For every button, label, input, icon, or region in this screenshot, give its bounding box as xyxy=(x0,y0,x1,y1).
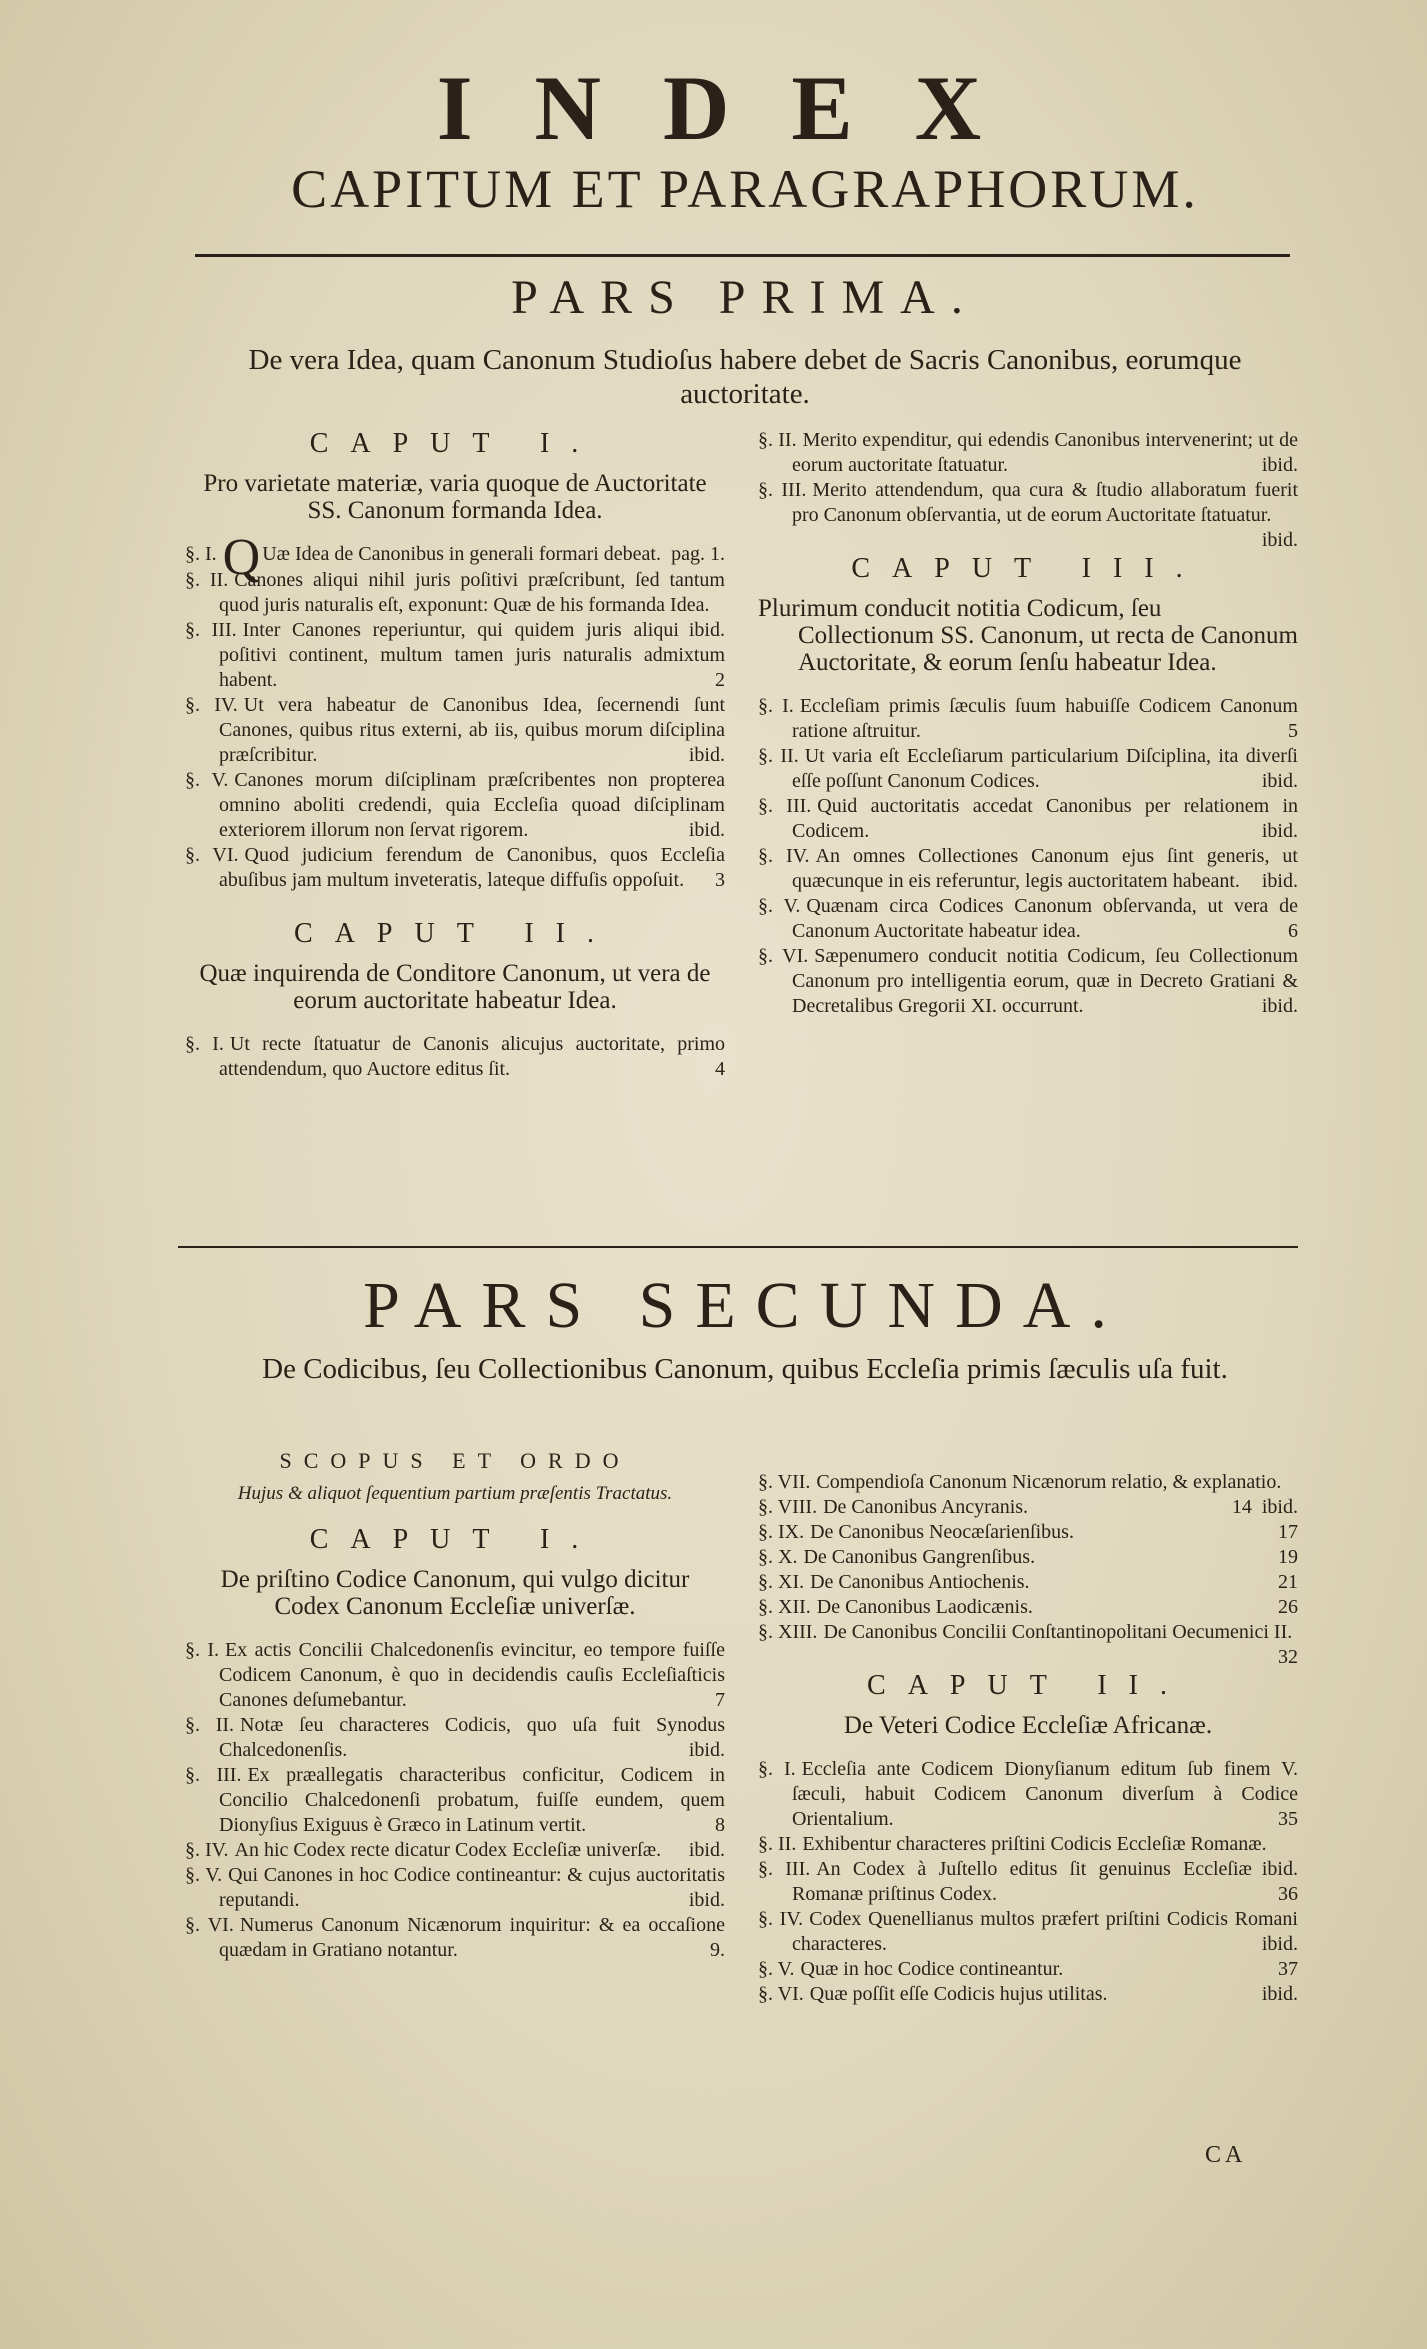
page-reference: ibid. xyxy=(688,819,725,841)
paragraph-number: §. X. xyxy=(758,1546,798,1568)
page-reference: ibid. xyxy=(688,1889,725,1911)
entry-text: Exhibentur characteres priſtini Codicis Eccleſiæ Romanæ. xyxy=(802,1833,1267,1855)
index-entry xyxy=(185,1763,725,1838)
index-entry xyxy=(185,693,725,768)
index-entry xyxy=(758,1595,1298,1620)
index-entry xyxy=(185,618,725,693)
chapter-label: CAPUT I. xyxy=(309,428,601,459)
paragraph-number: §. II. xyxy=(185,1714,235,1736)
chapter-label: CAPUT II. xyxy=(867,1670,1189,1701)
paragraph-number: §. I. xyxy=(185,1639,220,1661)
index-entry xyxy=(758,944,1298,1019)
page-reference: 4 xyxy=(715,1058,725,1080)
paragraph-number: §. V. xyxy=(758,1958,795,1980)
pars-prima-description: De vera Idea, quam Canonum Studioſus habere debet de Sacris Canonibus, eorumque auctoritate. xyxy=(248,344,1242,410)
index-entry xyxy=(185,1638,725,1713)
entry-text: Eccleſia ante Codicem Dionyſianum editum ſub finem V. ſæculi, habuit Codicem Canonum diverſum à Codice Orientalium. xyxy=(792,1758,1298,1830)
paragraph-number: §. XIII. xyxy=(758,1621,818,1643)
index-title: INDEX xyxy=(436,57,1044,159)
index-entry xyxy=(185,1838,725,1863)
chapter-label: CAPUT I. xyxy=(309,1524,601,1555)
pars-prima-right-column xyxy=(758,428,1298,1019)
page-reference: ibid. xyxy=(1261,1983,1298,2005)
page-reference: pag. 1. xyxy=(671,543,725,565)
index-entry xyxy=(185,768,725,843)
paragraph-number: §. III. xyxy=(758,1858,811,1880)
paragraph-number: §. III. xyxy=(758,479,807,501)
scopus-note: Hujus & aliquot ſequentium partium præſentis Tractatus. xyxy=(237,1483,673,1504)
page-reference: ibid. xyxy=(1261,770,1298,792)
pars-secunda-description: De Codicibus, ſeu Collectionibus Canonum, quibus Eccleſia primis ſæculis uſa fuit. xyxy=(262,1353,1228,1385)
page-reference: ibid. xyxy=(1261,529,1298,551)
index-entry xyxy=(185,843,725,893)
paragraph-number: §. III. xyxy=(185,1764,242,1786)
entry-text: De Canonibus Laodicænis. xyxy=(816,1596,1033,1618)
entry-text: An hic Codex recte dicatur Codex Eccleſiæ univerſæ. xyxy=(234,1839,662,1861)
pars-secunda-title: PARS SECUNDA. xyxy=(363,1269,1127,1342)
entry-text: Canones aliqui nihil juris poſitivi præſcribunt, ſed tantum quod juris naturalis eſt, exponunt: Quæ de his formanda Idea. xyxy=(219,569,725,616)
entry-text: Eccleſiam primis ſæculis ſuum habuiſſe Codicem Canonum ratione aſtruitur. xyxy=(792,695,1298,742)
index-entry xyxy=(185,1032,725,1082)
paragraph-number: §. I. xyxy=(185,543,217,565)
page-reference: 36 xyxy=(1278,1883,1298,1905)
index-entry xyxy=(758,1570,1298,1595)
page-reference: 6 xyxy=(1288,920,1298,942)
entry-text: Sæpenumero conducit notitia Codicum, ſeu Collectionum Canonum pro intelligentia eorum, quæ in Decreto Gratiani & Decretalibus Gregorii XI. occurrunt. xyxy=(792,945,1298,1017)
entry-text: Quæ poſſit eſſe Codicis hujus utilitas. xyxy=(809,1983,1108,2005)
page-reference: 26 xyxy=(1278,1596,1298,1618)
pars-prima-left-column xyxy=(185,425,725,1082)
page-reference: 19 xyxy=(1278,1546,1298,1568)
paragraph-number: §. III. xyxy=(758,795,812,817)
catchword: CA xyxy=(1205,2142,1247,2168)
paragraph-number: §. II. xyxy=(758,429,797,451)
entry-text: Ut varia eſt Eccleſiarum particularium Diſciplina, ita diverſi eſſe poſſunt Canonum Codices. xyxy=(792,745,1298,792)
pars-secunda-left-column xyxy=(185,1448,725,1963)
index-entry xyxy=(758,428,1298,478)
index-entry xyxy=(758,744,1298,794)
page-reference: 5 xyxy=(1288,720,1298,742)
index-entry xyxy=(185,1863,725,1913)
page-reference: ibid. xyxy=(688,744,725,766)
paragraph-number: §. VI. xyxy=(758,945,809,967)
entry-text: Ut vera habeatur de Canonibus Idea, ſecernendi ſunt Canones, quibus ritus externi, ab iis, quibus morum diſciplina præſcribitur. xyxy=(219,694,725,766)
spacer xyxy=(758,528,1298,550)
paragraph-number: §. VIII. xyxy=(758,1496,818,1518)
entry-text: Merito expenditur, qui edendis Canonibus intervenerint; ut de eorum auctoritate ſtatuatur. xyxy=(792,429,1298,476)
paragraph-number: §. I. xyxy=(185,1033,224,1055)
entry-text: Quænam circa Codices Canonum obſervanda, ut vera de Canonum Auctoritate habeatur idea. xyxy=(792,895,1298,942)
paragraph-number: §. VII. xyxy=(758,1471,811,1493)
page-reference: 37 xyxy=(1278,1958,1298,1980)
paragraph-number: §. IX. xyxy=(758,1521,805,1543)
paragraph-number: §. XII. xyxy=(758,1596,811,1618)
paragraph-number: §. VI. xyxy=(185,1914,234,1936)
index-entry xyxy=(185,1713,725,1763)
index-entry xyxy=(758,694,1298,744)
index-subtitle: CAPITUM ET PARAGRAPHORUM. xyxy=(291,159,1199,219)
chapter-description: Pro varietate materiæ, varia quoque de Auctoritate SS. Canonum formanda Idea. xyxy=(203,470,707,524)
index-entry xyxy=(758,1982,1298,2007)
entry-text: Quid auctoritatis accedat Canonibus per relationem in Codicem. xyxy=(792,795,1299,842)
index-entry xyxy=(758,1957,1298,1982)
index-entry xyxy=(758,1757,1298,1832)
page-reference: 3 xyxy=(715,869,725,891)
entry-text: Canones morum diſciplinam præſcribentes non propterea omnino aboliti credendi, quia Eccleſia quoad diſciplinam exteriorem illorum non ſervat rigorem. xyxy=(219,769,725,841)
entry-text: Ut recte ſtatuatur de Canonis alicujus auctoritate, primo attendendum, quo Auctore editus ſit. xyxy=(219,1033,725,1080)
paragraph-number: §. IV. xyxy=(758,845,810,867)
entry-text: Quæ in hoc Codice contineantur. xyxy=(800,1958,1064,1980)
paragraph-number: §. III. xyxy=(185,619,237,641)
page-reference: ibid. xyxy=(688,1839,725,1861)
page-reference: ibid. xyxy=(1261,1858,1298,1880)
entry-text: Uæ Idea de Canonibus in generali formari debeat. xyxy=(262,543,661,565)
index-entry xyxy=(758,1620,1298,1668)
entry-text: Inter Canones reperiuntur, qui quidem juris aliqui poſitivi continent, multum tamen juris naturalis admixtum habent. xyxy=(219,619,725,691)
entry-text: Qui Canones in hoc Codice contineantur: & cujus auctoritatis reputandi. xyxy=(219,1864,725,1911)
paragraph-number: §. II. xyxy=(185,569,229,591)
entry-text: Compendioſa Canonum Nicænorum relatio, & explanatio. xyxy=(816,1471,1282,1493)
paragraph-number: §. XI. xyxy=(758,1571,805,1593)
entry-text: An omnes Collectiones Canonum ejus ſint generis, ut quæcunque in eis referuntur, legis auctoritatem habeant. xyxy=(792,845,1298,892)
chapter-description: Quæ inquirenda de Conditore Canonum, ut vera de eorum auctoritate habeatur Idea. xyxy=(199,960,711,1014)
drop-cap: Q xyxy=(222,529,261,586)
page-reference: ibid. xyxy=(688,1739,725,1761)
index-entry xyxy=(758,1857,1298,1907)
entry-text: De Canonibus Ancyranis. xyxy=(823,1496,1029,1518)
chapter-description: Plurimum conducit notitia Codicum, ſeu Collectionum SS. Canonum, ut recta de Canonum Auctoritate, & eorum ſenſu habeatur Idea. xyxy=(758,595,1298,676)
paragraph-number: §. IV. xyxy=(185,694,238,716)
page-reference: ibid. xyxy=(1261,820,1298,842)
page-reference: 2 xyxy=(715,669,725,691)
entry-text: De Canonibus Neocæſarienſibus. xyxy=(810,1521,1074,1543)
paragraph-number: §. VI. xyxy=(758,1983,804,2005)
paragraph-number: §. IV. xyxy=(758,1908,804,1930)
index-entry xyxy=(758,1495,1298,1520)
page-reference: ibid. xyxy=(1261,1933,1298,1955)
spacer xyxy=(185,893,725,915)
paragraph-number: §. V. xyxy=(185,1864,223,1886)
index-entry xyxy=(185,1913,725,1963)
entry-text: De Canonibus Concilii Conſtantinopolitani Oecumenici II. xyxy=(823,1621,1293,1643)
index-entry xyxy=(758,844,1298,894)
index-entry xyxy=(758,794,1298,844)
page-reference: 7 xyxy=(715,1689,725,1711)
pars-prima-title: PARS PRIMA. xyxy=(511,271,979,324)
spacer xyxy=(758,1645,1298,1667)
entry-text: Ex actis Concilii Chalcedonenſis evincitur, eo tempore fuiſſe Codicem Canonum, è quo in decidendis cauſis Eccleſiaſticis Canones deſumebantur. xyxy=(219,1639,725,1711)
paragraph-number: §. IV. xyxy=(185,1839,229,1861)
paragraph-number: §. V. xyxy=(758,895,801,917)
page-reference: ibid. xyxy=(1261,870,1298,892)
entry-text: An Codex à Juſtello editus ſit genuinus Eccleſiæ Romanæ priſtinus Codex. xyxy=(792,1858,1252,1905)
paragraph-number: §. VI. xyxy=(185,844,239,866)
page-reference: 21 xyxy=(1278,1571,1298,1593)
paragraph-number: §. II. xyxy=(758,1833,797,1855)
chapter-label: CAPUT II. xyxy=(294,918,616,949)
entry-text: De Canonibus Antiochenis. xyxy=(810,1571,1030,1593)
page-reference: ibid. xyxy=(1261,454,1298,476)
pars-secunda-right-column xyxy=(758,1470,1298,2007)
entry-text: Quod judicium ferendum de Canonibus, quos Eccleſia abuſibus jam multum inveteratis, lateque diffuſis oppoſuit. xyxy=(219,844,725,891)
page-reference: 35 xyxy=(1278,1808,1298,1830)
paragraph-number: §. V. xyxy=(185,769,229,791)
chapter-description: De Veteri Codice Eccleſiæ Africanæ. xyxy=(843,1712,1213,1739)
entry-text: Notæ ſeu characteres Codicis, quo uſa fuit Synodus Chalcedonenſis. xyxy=(219,1714,725,1761)
divider-rule xyxy=(195,254,1290,257)
paragraph-number: §. II. xyxy=(758,745,799,767)
page-reference: 14 xyxy=(1231,1496,1252,1518)
chapter-label: CAPUT III. xyxy=(851,553,1205,584)
entry-text: De Canonibus Gangrenſibus. xyxy=(803,1546,1036,1568)
page-reference: 32 xyxy=(1278,1646,1298,1668)
index-entry xyxy=(758,1520,1298,1545)
chapter-description: De priſtino Codice Canonum, qui vulgo dicitur Codex Canonum Eccleſiæ univerſæ. xyxy=(220,1566,690,1620)
page-reference: ibid. xyxy=(688,619,725,641)
entry-text: Codex Quenellianus multos præfert priſtini Codicis Romani characteres. xyxy=(792,1908,1298,1955)
paragraph-number: §. I. xyxy=(758,695,794,717)
index-entry xyxy=(758,478,1298,551)
entry-text: Numerus Canonum Nicænorum inquiritur: & ea occaſione quædam in Gratiano notantur. xyxy=(219,1914,725,1961)
page-reference: 17 xyxy=(1278,1521,1298,1543)
page-reference: ibid. xyxy=(1261,995,1298,1017)
page-reference: 8 xyxy=(715,1814,725,1836)
entry-text: Ex præallegatis characteribus conficitur, Codicem in Concilio Chalcedonenſi probatum, fuiſſe eundem, quem Dionyſius Exiguus è Græco in Latinum vertit. xyxy=(219,1764,726,1836)
index-entry xyxy=(758,1907,1298,1957)
divider-rule xyxy=(178,1246,1298,1248)
scopus-label: SCOPUS ET ORDO xyxy=(279,1448,631,1473)
page-reference: ibid. xyxy=(1261,1496,1298,1518)
entry-text: Merito attendendum, qua cura & ſtudio allaboratum fuerit pro Canonum obſervantia, ut de eorum Auctoritate ſtatuatur. xyxy=(792,479,1298,526)
index-entry xyxy=(758,894,1298,944)
paragraph-number: §. I. xyxy=(758,1758,796,1780)
page-reference: 9. xyxy=(710,1939,725,1961)
index-entry xyxy=(758,1545,1298,1570)
